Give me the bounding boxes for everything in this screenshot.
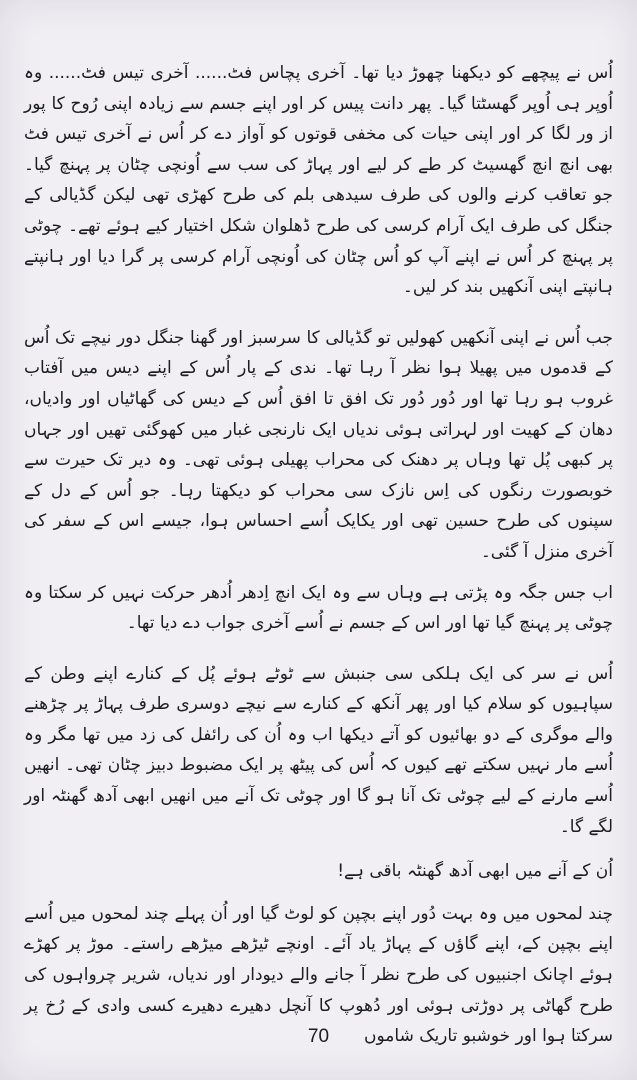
paragraph-5: اُن کے آنے میں ابھی آدھ گھنٹہ باقی ہے!: [337, 861, 613, 882]
paragraph-1: اُس نے پیچھے کو دیکھنا چھوڑ دیا تھا۔ آخری پچاس فٹ...... آخری تیس فٹ...... وہ اُوپر ہی اُوپر گھسٹتا گیا۔ پھر دانت پیس کر اور اپنے جسم سے زیادہ اپنی رُوح کا پور از ور لگا کر اور اپنی حیات کی مخفی قوتوں کو آواز دے کر اُس نے آخری تیس فٹ بھی انچ انچ گھسیٹ کر طے کر لیے اور پہاڑ کی سب سے اُونچی چٹان پر پہنچ گیا۔ جو تعاقب کرنے والوں کی طرف سیدھی بلم کی طرح کھڑی تھی لیکن گڈیالی کے جنگل کی طرف ایک آرام کرسی کی طرح ڈھلوان شکل اختیار کیے ہوئے تھے۔ چوٹی پر پہنچ کر اُس نے اپنے آپ کو اُس چٹان کی اُونچی آرام کرسی پر گرا دیا اور ہانپتے ہانپتے اپنی آنکھیں بند کر لیں۔: [24, 63, 613, 298]
page-text: [24, 58, 613, 1052]
paragraph-3: اب جس جگہ وہ پڑتی ہے وہاں سے وہ ایک انچ اِدھر اُدھر حرکت نہیں کر سکتا وہ چوٹی پر پہنچ گیا تھا اور اس کے جسم نے اُسے آخری جواب دے دیا تھا۔: [24, 582, 613, 634]
page-number: 70: [307, 1026, 330, 1047]
paragraph-2: جب اُس نے اپنی آنکھیں کھولیں تو گڈیالی کا سرسبز اور گھنا جنگل دور نیچے تک اُس کے قدموں میں پھیلا ہوا نظر آ رہا تھا۔ ندی کے پار اُس کے اپنے دیس میں آفتاب غروب ہو رہا تھا اور دُور دُور تک افق تا افق اُس کے دیس کی گھاٹیاں اور وادیاں، دھان کے کھیت اور لہراتی ہوئی ندیاں ایک نارنجی غبار میں کھوگئی تھیں اور جہاں پر کبھی پُل تھا وہاں پر دھنک کی محراب پھیلی ہوئی تھی۔ وہ دیر تک حیرت سے خوبصورت رنگوں کی اِس نازک سی محراب کو دیکھتا رہا۔ جو اُس کے دل کے سپنوں کی طرح حسین تھی اور یکایک اُسے احساس ہوا، جیسے اس کے سفر کی آخری منزل آ گئی۔: [24, 327, 613, 562]
paragraph-6: چند لمحوں میں وہ بہت دُور اپنے بچپن کو لوٹ گیا اور اُن پہلے چند لمحوں میں اُسے اپنے بچپن کے، اپنے گاؤں کے پہاڑ یاد آئے۔ اونچے ٹیڑھے میڑھے راستے۔ موڑ پر کھڑے ہوئے اچانک اجنبیوں کی طرح نظر آ جانے والے دیودار اور ندیاں، شریر چرواہوں کی طرح گھاٹی پر دوڑتی ہوئی اور دُھوپ کا آنچل دھیرے دھیرے کسی وادی کے رُخ پر سرکتا ہوا اور خوشبو تاریک شاموں: [24, 903, 613, 1047]
paragraph-4: اُس نے سر کی ایک ہلکی سی جنبش سے ٹوٹے ہوئے پُل کے کنارے اپنے وطن کے سپاہیوں کو سلام کیا اور پھر آنکھ کے کنارے سے نیچے دوسری طرف پہاڑ پر چڑھنے والے موگری کے دو بھائیوں کو آتے دیکھا اب وہ اُن کی رائفل کی زد میں تھا مگر وہ اُسے مار نہیں سکتے تھے کیوں کہ اُس کی پیٹھ پر ایک مضبوط دبیز چٹان تھی۔ انھیں اُسے مارنے کے لیے چوٹی تک آنا ہو گا اور چوٹی تک آنے میں انھیں ابھی آدھ گھنٹہ اور لگے گا۔: [24, 663, 613, 837]
